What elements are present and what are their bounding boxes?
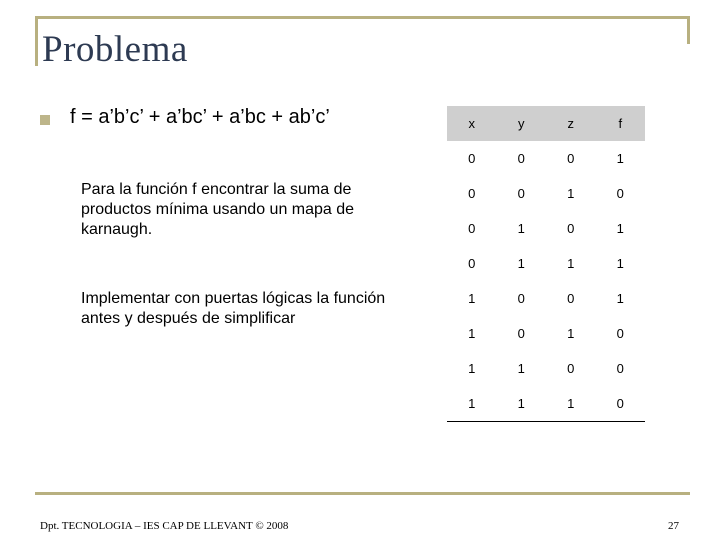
header-y: y: [497, 106, 547, 141]
cell-f: 1: [616, 256, 624, 271]
cell-x: 1: [468, 291, 476, 306]
table-row: [447, 316, 645, 351]
frame-top-line: [35, 16, 690, 19]
bullet-square-icon: [40, 115, 50, 125]
page-number: 27: [668, 520, 679, 532]
frame-left-line: [35, 16, 38, 66]
table-row: [447, 211, 645, 246]
cell-z: 1: [567, 326, 575, 341]
cell-x: 1: [447, 386, 497, 422]
header-f: f: [596, 106, 646, 141]
cell-x: 0: [468, 256, 476, 271]
cell-f: 1: [616, 151, 624, 166]
header-z: z: [546, 106, 596, 141]
frame-right-line: [687, 16, 690, 44]
instruction-paragraph-kmap: Para la función f encontrar la suma de productos mínima usando un mapa de karnaugh.: [81, 181, 355, 238]
table-row: [447, 246, 645, 281]
footer-text: Dpt. TECNOLOGIA – IES CAP DE LLEVANT © 2008: [40, 520, 289, 532]
table-row: [447, 141, 645, 176]
cell-x: 0: [468, 186, 476, 201]
cell-y: 1: [497, 386, 547, 422]
cell-y: 1: [517, 221, 525, 236]
table-row: [447, 351, 645, 386]
cell-f: 0: [616, 326, 624, 341]
slide-title: Problema: [42, 29, 188, 70]
footer-divider: [35, 492, 690, 495]
cell-f: 0: [616, 186, 624, 201]
cell-y: 0: [517, 151, 525, 166]
cell-x: 1: [468, 326, 476, 341]
cell-x: 0: [468, 151, 476, 166]
cell-f: 0: [616, 361, 624, 376]
cell-z: 1: [546, 386, 596, 422]
cell-y: 0: [517, 186, 525, 201]
truth-table: [447, 106, 645, 422]
cell-f: 0: [596, 386, 646, 422]
cell-y: 1: [517, 256, 525, 271]
table-row: [447, 281, 645, 316]
table-row: [447, 386, 645, 422]
instruction-paragraph-gates: Implementar con puertas lógicas la función antes y después de simplificar: [81, 290, 386, 327]
cell-z: 0: [567, 291, 575, 306]
header-x: x: [447, 106, 497, 141]
cell-x: 0: [468, 221, 476, 236]
cell-z: 0: [567, 151, 575, 166]
cell-y: 1: [517, 361, 525, 376]
cell-x: 1: [468, 361, 476, 376]
cell-f: 1: [616, 291, 624, 306]
cell-z: 0: [567, 361, 575, 376]
table-row: [447, 176, 645, 211]
cell-z: 1: [567, 186, 575, 201]
boolean-formula: f = a’b’c’ + a’bc’ + a’bc + ab’c’: [70, 106, 330, 128]
cell-f: 1: [616, 221, 624, 236]
table-header-row: [447, 106, 645, 141]
cell-z: 1: [567, 256, 575, 271]
cell-y: 0: [517, 291, 525, 306]
cell-z: 0: [567, 221, 575, 236]
cell-y: 0: [517, 326, 525, 341]
